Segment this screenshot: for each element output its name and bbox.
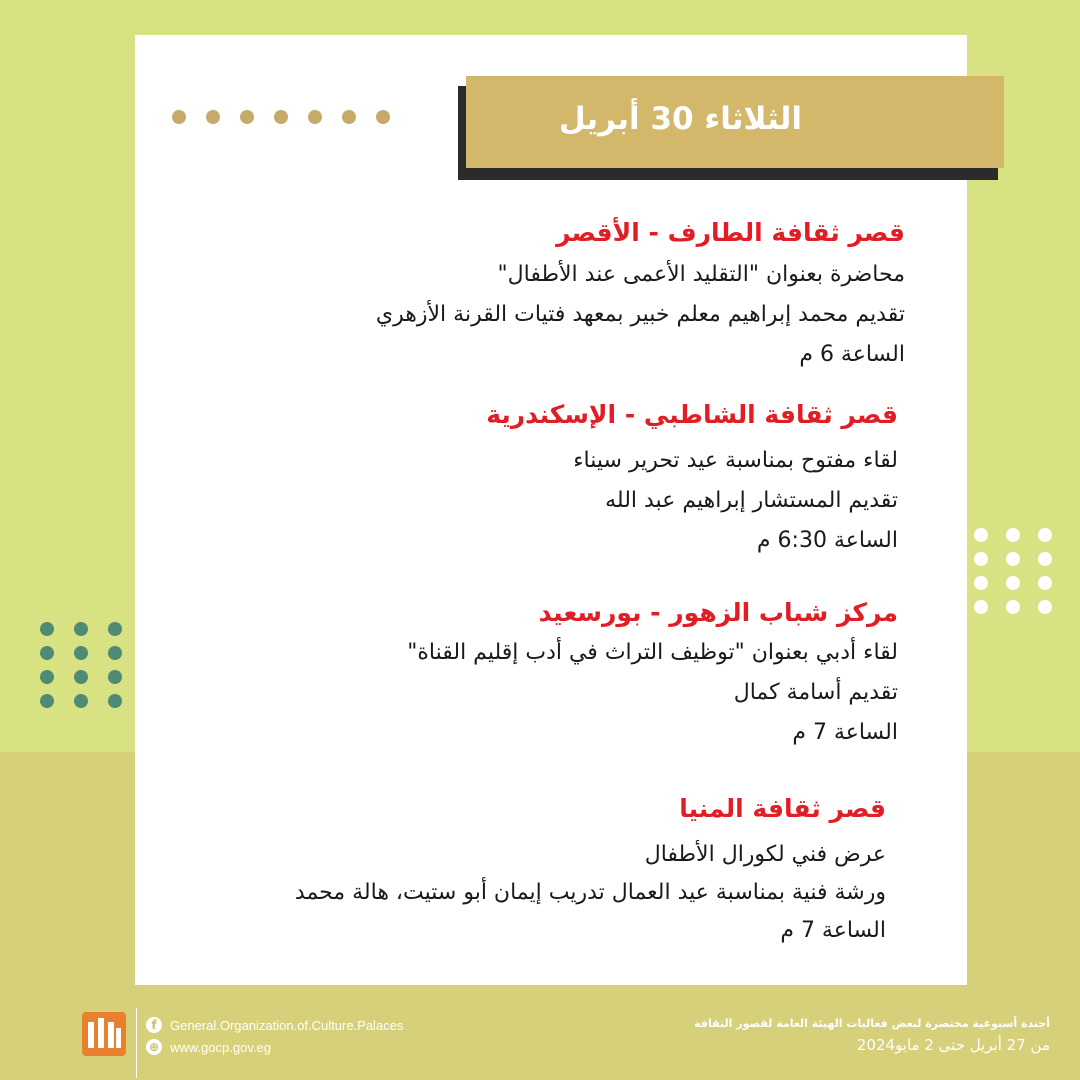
event-line: عرض فني لكورال الأطفال [644,842,886,867]
event-time: الساعة 7 م [780,918,886,943]
event-venue: قصر ثقافة الطارف - الأقصر [556,218,905,247]
footer-facebook[interactable] [146,1017,403,1033]
facebook-icon: f [146,1017,162,1033]
date-header: الثلاثاء 30 أبريل [558,101,802,137]
event-venue: قصر ثقافة المنيا [679,794,886,823]
event-line: تقديم محمد إبراهيم معلم خبير بمعهد فتيات القرنة الأزهري [375,302,905,327]
event-line: تقديم أسامة كمال [733,680,898,705]
event-line: لقاء مفتوح بمناسبة عيد تحرير سيناء [573,448,898,473]
event-time: الساعة 6 م [799,342,905,367]
decorative-dots-top [172,110,392,126]
website-text: www.gocp.gov.eg [170,1039,271,1055]
footer-website[interactable] [146,1039,271,1055]
event-line: تقديم المستشار إبراهيم عبد الله [605,488,898,513]
globe-icon: ⊕ [146,1039,162,1055]
event-line: لقاء أدبي بعنوان "توظيف التراث في أدب إقليم القناة" [407,640,898,665]
event-venue: قصر ثقافة الشاطبي - الإسكندرية [486,400,898,429]
event-venue: مركز شباب الزهور - بورسعيد [538,598,898,627]
agenda-title: أجندة أسبوعية مختصرة لبعض فعاليات الهيئة العامة لقصور الثقافة [694,1017,1050,1030]
agenda-range: من 27 أبريل حتى 2 مايو2024 [856,1036,1050,1054]
footer-divider [136,1008,137,1078]
event-time: الساعة 7 م [792,720,898,745]
event-time: الساعة 6:30 م [756,528,898,553]
event-line: محاضرة بعنوان "التقليد الأعمى عند الأطفال" [497,262,905,287]
facebook-page-text: General.Organization.of.Culture.Palaces [170,1017,404,1033]
gocp-logo-icon [82,1012,126,1056]
event-line: ورشة فنية بمناسبة عيد العمال تدريب إيمان أبو ستيت، هالة محمد [294,880,886,905]
